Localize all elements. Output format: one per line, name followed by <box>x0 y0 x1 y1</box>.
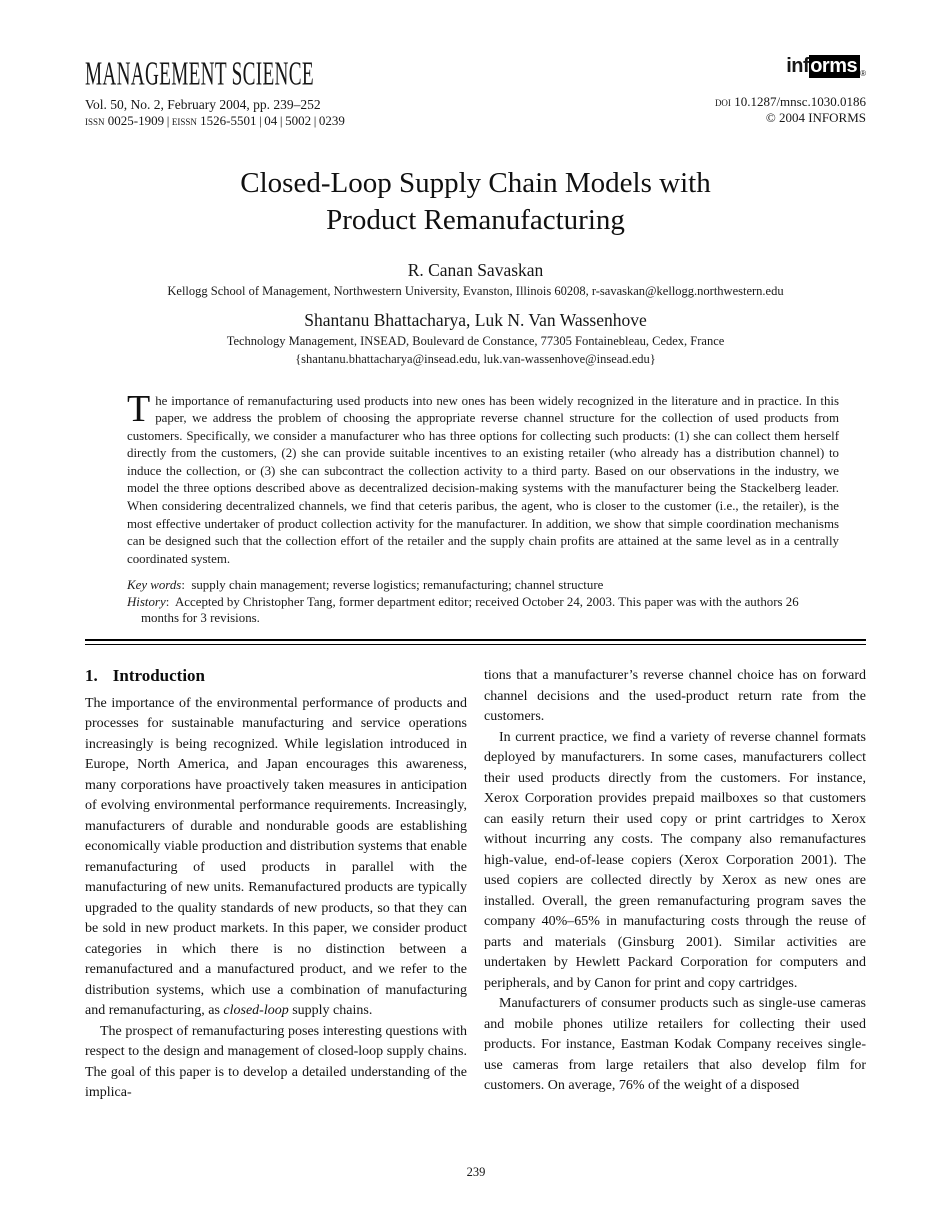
section-number: 1. <box>85 666 98 686</box>
abstract-text: he importance of remanufacturing used products into new ones has been widely recognized in the literature and in practice. In this paper, we address the problem of choosing the appropriate reverse channel structure for the collection of used products from customers. Specifically, we consider a manufacturer who has three options for collecting such products: (1) she can collect them herself directly from the customers, (2) she can provide suitable incentives to an existing retailer (who already has a distribution channel) to induce the collection, or (3) she can subcontract the collection activity to a third party. Based on our observations in the industry, we model the three options described above as decentralized decision-making systems with the manufacturer being the Stackelberg leader. When considering decentralized channels, we find that ceteris paribus, the agent, who is closer to the customer (i.e., the retailer), is the most effective undertaker of product collection activity for the manufacturer. In addition, we show that simple coordination mechanisms can be designed such that the collection effort of the retailer and the supply chain profits are attained at the same level as in a centrally coordinated system. <box>127 393 839 566</box>
title-line-1: Closed-Loop Supply Chain Models with <box>240 167 711 199</box>
abstract-dropcap: T <box>127 387 151 430</box>
column-right <box>484 666 866 1104</box>
masthead-right <box>715 56 866 126</box>
section-label: Introduction <box>112 666 206 686</box>
keywords-line: Key words: supply chain management; reverse logistics; remanufacturing; channel structure <box>127 578 604 593</box>
doi-line: doi 10.1287/mnsc.1030.0186 <box>714 94 866 109</box>
informs-logo-prefix: inf <box>786 55 810 77</box>
author-block-2 <box>85 309 866 368</box>
author-name: R. Canan Savaskan <box>407 260 544 280</box>
author-affiliation: Technology Management, INSEAD, Boulevard de Constance, 77305 Fontainebleau, Cedex, France <box>226 333 725 348</box>
paragraph: Manufacturers of consumer products such as single-use cameras and mobile phones utilize retailers for collecting their used products. For instance, Eastman Kodak Company receives single-use cameras from large retailers that also develop film for customers. On average, 76% of the weight of a disposed <box>484 996 866 1094</box>
volume-line: Vol. 50, No. 2, February 2004, pp. 239–252 <box>85 97 321 112</box>
copyright-line: © 2004 INFORMS <box>765 110 866 125</box>
page-number: 239 <box>466 1165 486 1179</box>
author-affiliation: Kellogg School of Management, Northwestern University, Evanston, Illinois 60208, r-savaskan@kellogg.northwestern.edu <box>167 284 784 298</box>
registered-trademark-icon: ® <box>860 69 866 78</box>
informs-logo <box>786 56 866 78</box>
separator-rule <box>85 639 866 645</box>
paper-meta <box>127 577 839 626</box>
body-columns <box>85 666 866 1104</box>
paragraph: The importance of the environmental performance of products and processes for sustainable manufacturing and service operations increasingly is being recognized. While legislation introduced in Europe, North America, and Japan encourages this awareness, many corporations have proactively taken measures in anticipation of evolving environmental performance requirements. Increasingly, manufacturers of durable and nondurable goods are establishing economically viable production and distribution systems that enable remanufacturing of used products in parallel with the manufacturing of new units. Remanufactured products are typically upgraded to the quality standards of new products, so that they can be sold in new product markets. In this paper, we consider product categories in which there is no distinction between a remanufactured and a manufactured product, and we refer to the distribution systems, which use a combination of manufacturing and remanufacturing, as closed-loop supply chains. <box>85 695 467 1019</box>
paragraph: tions that a manufacturer’s reverse channel choice has on forward channel decisions and the used-product return rate from the customers. <box>484 668 866 725</box>
page-footer <box>0 1165 952 1180</box>
abstract <box>127 387 839 569</box>
column-left <box>85 666 467 1104</box>
author-name: Shantanu Bhattacharya, Luk N. Van Wassenhove <box>304 309 647 330</box>
author-block-1 <box>85 259 866 300</box>
paragraph: The prospect of remanufacturing poses interesting questions with respect to the design and management of closed-loop supply chains. The goal of this paper is to develop a detailed understanding of the implica- <box>85 1023 467 1101</box>
section-heading <box>85 666 467 687</box>
title-line-2: Product Remanufacturing <box>326 204 625 236</box>
paragraph: In current practice, we find a variety of reverse channel formats deployed by manufacturers. In some cases, manufacturers collect their used products directly from the customers. For instance, Xerox Corporation provides prepaid mailboxes so that customers can easily return their used copy or print cartridges to Xerox without incurring any costs. The company also remanufactures high-value, end-of-lease copiers (Xerox Corporation 2001). The used copiers are collected directly by Xerox as new ones are installed. Overall, the green remanufacturing program saves the company 40%–65% in manufacturing costs through the reuse of parts and materials (Ginsburg 2001). Similar activities are undertaken by Hewlett Packard Corporation for computers and peripherals, and by Canon for print and copy cartridges. <box>484 729 866 991</box>
journal-name: MANAGEMENT SCIENCE <box>85 53 314 93</box>
paper-title <box>85 165 866 239</box>
masthead <box>85 53 866 129</box>
history-line: History: Accepted by Christopher Tang, former department editor; received October 24, 2003. This paper was with the authors 26 months for 3 revisions. <box>127 594 799 625</box>
masthead-left <box>85 53 454 129</box>
informs-logo-boxed: orms <box>809 55 860 78</box>
author-emails: {shantanu.bhattacharya@insead.edu, luk.van-wassenhove@insead.edu} <box>295 352 656 366</box>
issn-line: issn 0025-1909 | eissn 1526-5501 | 04 | 5002 | 0239 <box>85 113 345 128</box>
